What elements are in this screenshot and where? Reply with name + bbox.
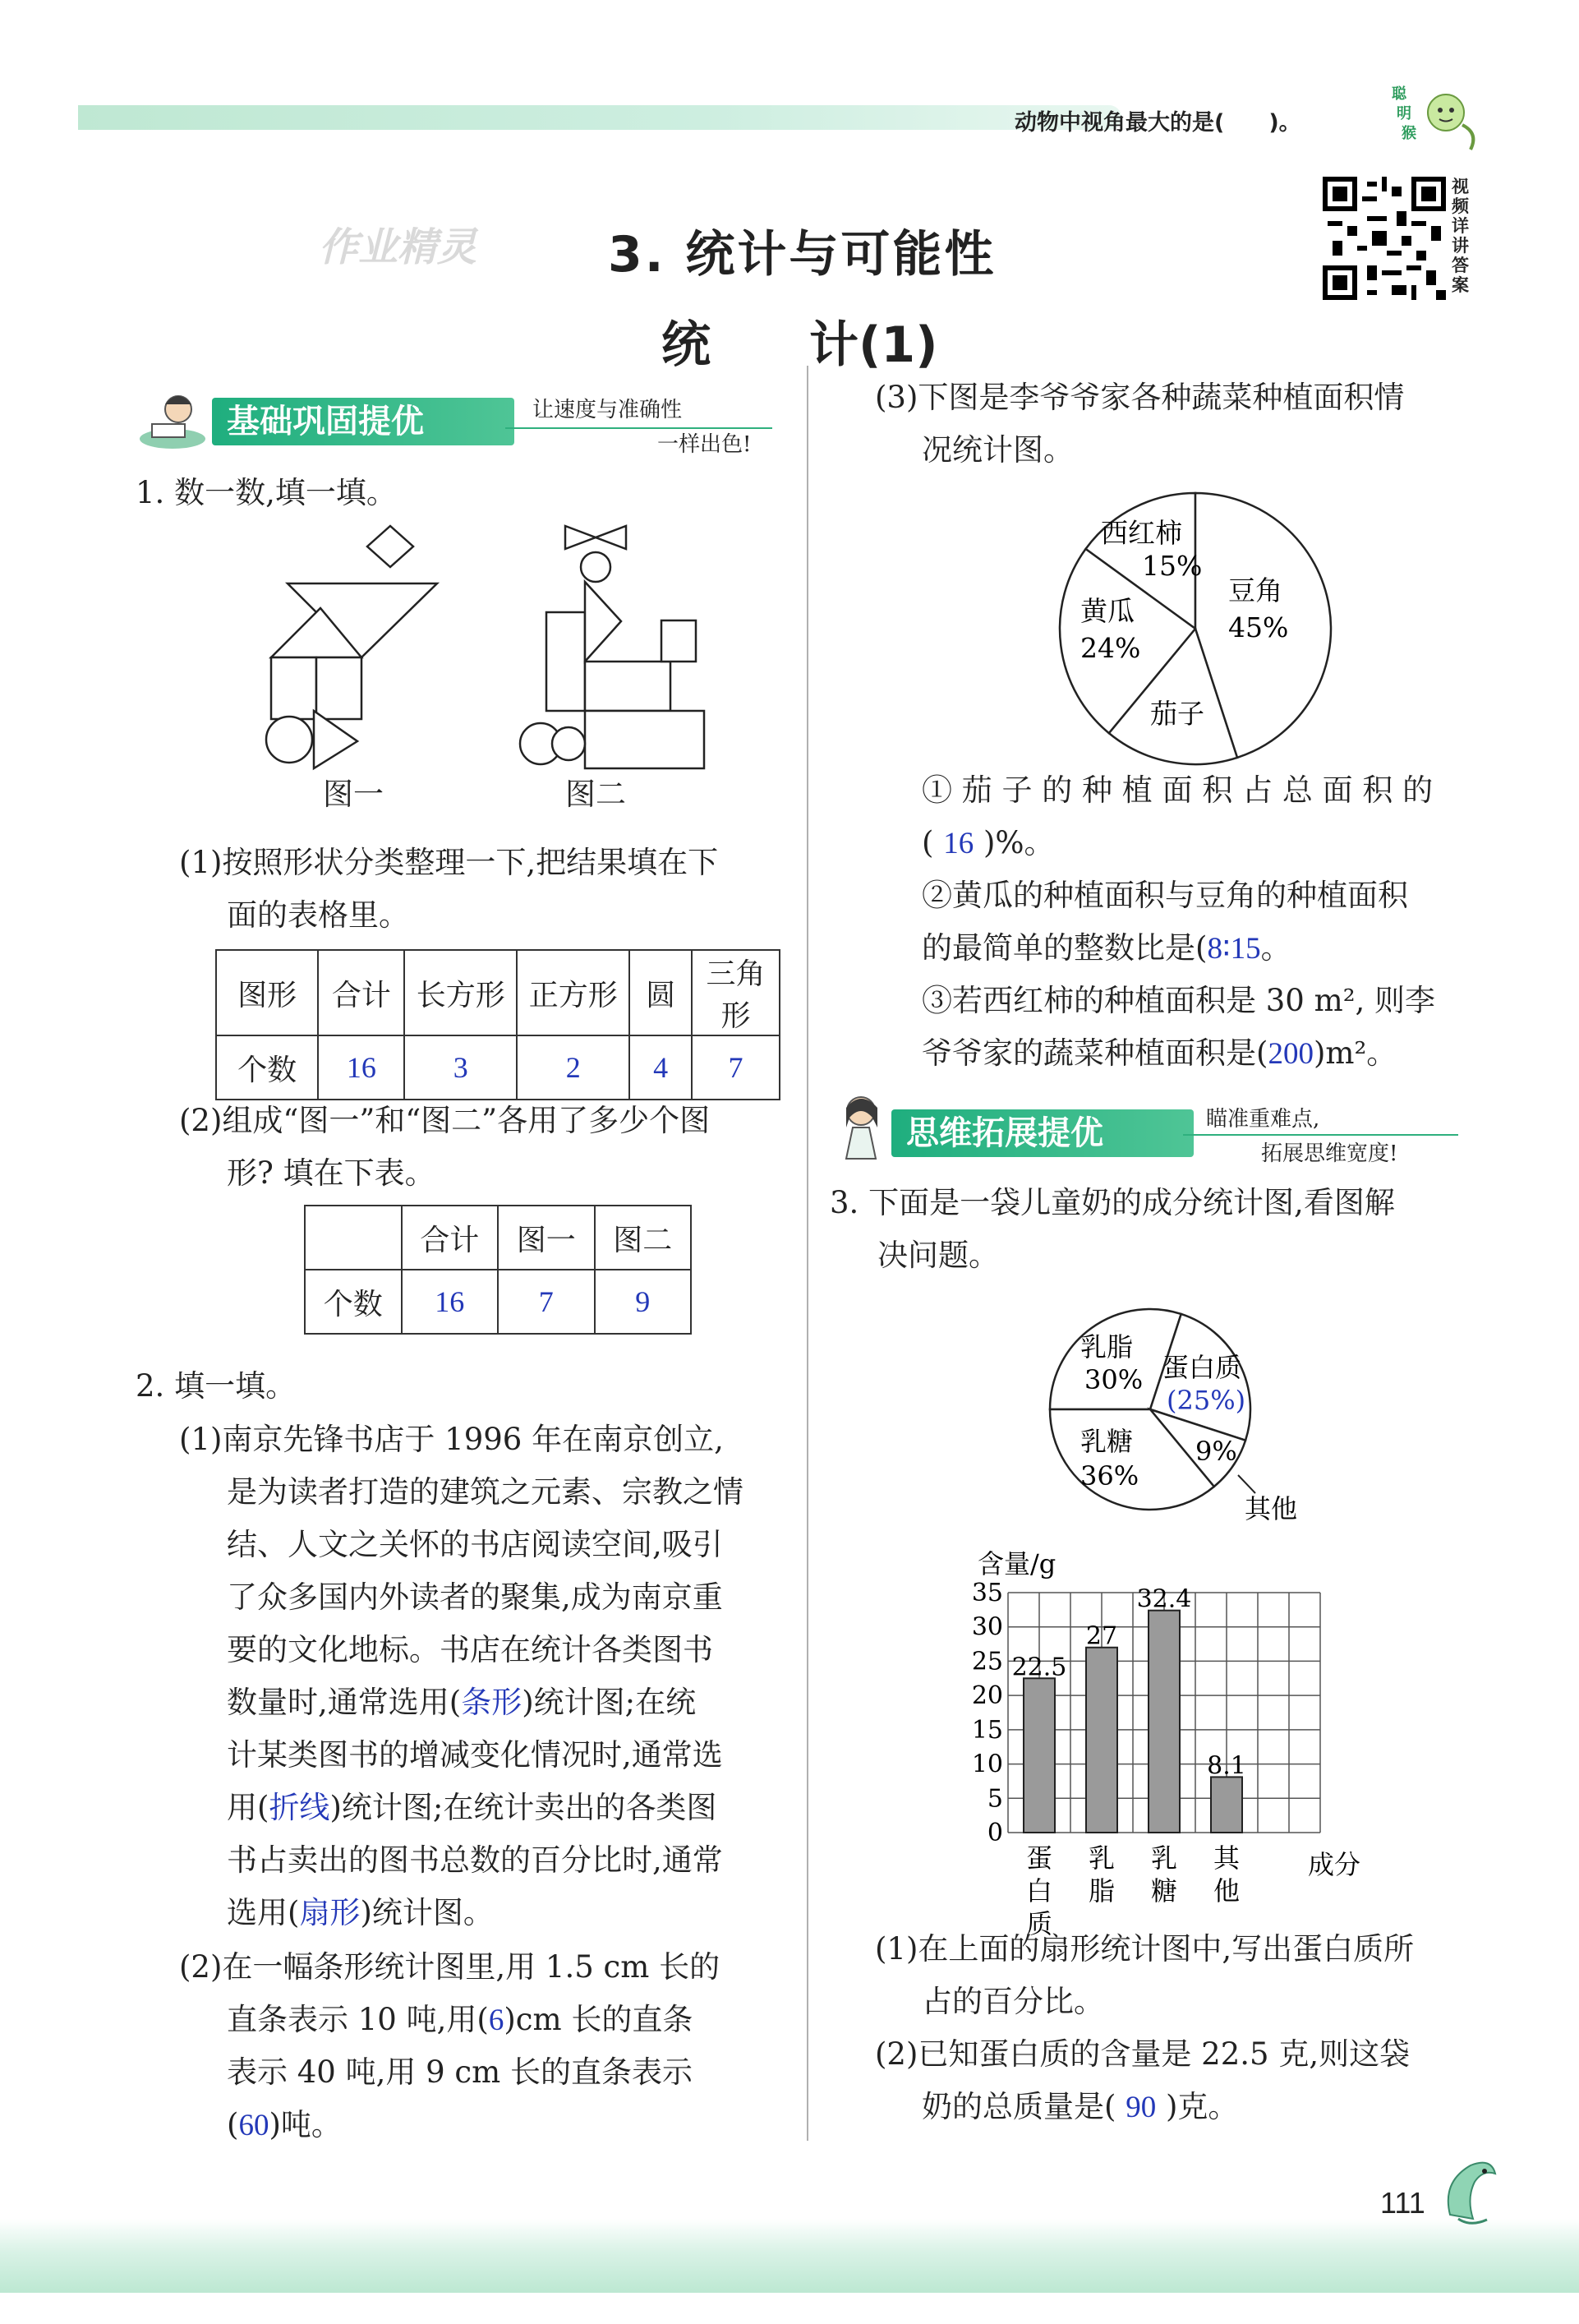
table-row-label: 个数: [305, 1270, 402, 1334]
mascot-char-2: 明: [1397, 105, 1411, 122]
text-span: )统计图;在统: [522, 1685, 697, 1720]
bar-value-label: 8.1: [1207, 1751, 1246, 1781]
vegetable-pie-chart: [1052, 485, 1364, 772]
x-category-label: 白: [1025, 1875, 1053, 1907]
bar-x-axis-label: 成分: [1308, 1849, 1361, 1880]
table-header: 图一: [498, 1206, 595, 1270]
figure-one: [266, 526, 437, 768]
table-header: 合计: [318, 950, 404, 1035]
table-row: [305, 1206, 691, 1270]
y-tick-label: 35: [971, 1579, 1003, 1607]
answer-cell[interactable]: 3: [404, 1035, 517, 1100]
answer-blank[interactable]: 90: [1126, 2091, 1157, 2124]
q2-p1-line7: 计某类图书的增减变化情况时,通常选: [227, 1737, 723, 1773]
pie-slice-label: 豆角: [1228, 574, 1282, 606]
q1-p1-line2: 面的表格里。: [227, 897, 409, 933]
x-category-label: 乳: [1150, 1842, 1178, 1874]
answer-cell[interactable]: 4: [629, 1035, 692, 1100]
q1-p1-line1: (1)按照形状分类整理一下,把结果填在下: [179, 845, 719, 880]
section-tag-line1: 让速度与准确性: [532, 398, 683, 422]
q2-p1-line8: [227, 1782, 716, 1835]
q2-p1-line4: 了众多国内外读者的聚集,成为南京重: [227, 1579, 723, 1615]
text-span: )cm 长的直条: [504, 2002, 693, 2037]
qr-label-char: 讲: [1452, 236, 1469, 256]
tangram-figures: [255, 526, 748, 781]
bar: [1211, 1777, 1242, 1833]
answer-blank[interactable]: 60: [238, 2109, 269, 2142]
pie-slice-label: 乳脂: [1080, 1331, 1134, 1363]
pie-slice-percent: (25%): [1167, 1385, 1246, 1416]
q2-p2-line2: [227, 1994, 693, 2047]
answer-cell[interactable]: 7: [692, 1035, 780, 1100]
q2-s3-line1: ③若西红柿的种植面积是 30 m², 则李: [922, 983, 1436, 1018]
watermark-logo: 作业精灵: [319, 224, 477, 270]
text-span: 数量时,通常选用(: [227, 1685, 462, 1720]
q2-s1-line2: [922, 817, 1055, 870]
text-span: 选用(: [227, 1895, 300, 1930]
answer-cell[interactable]: 9: [595, 1270, 692, 1334]
answer-cell[interactable]: 2: [517, 1035, 629, 1100]
q2-p1-line2: 是为读者打造的建筑之元素、宗教之情: [227, 1474, 743, 1510]
figure-two: [520, 526, 704, 768]
q2-p1-line6: [227, 1676, 696, 1730]
answer-cell[interactable]: 16: [318, 1035, 404, 1100]
text-span: )统计图;在统计卖出的各类图: [329, 1790, 717, 1825]
answer-cell[interactable]: 7: [498, 1270, 595, 1334]
q3-p1-line2: 占的百分比。: [922, 1984, 1104, 2019]
q2-s3-line2: [922, 1027, 1397, 1081]
text-span: )吨。: [269, 2107, 342, 2142]
section-subtitle: [661, 306, 938, 376]
y-tick-label: 20: [971, 1681, 1003, 1711]
qr-label: [1452, 177, 1475, 295]
monkey-mascot-icon: [1388, 76, 1487, 158]
text-span: 。: [1260, 930, 1291, 966]
q2-s1-line1: ① 茄 子 的 种 植 面 积 占 总 面 积 的: [922, 772, 1434, 808]
q2-p2-line4: [227, 2099, 342, 2152]
x-category-label: 脂: [1088, 1875, 1116, 1907]
y-tick-label: 30: [971, 1612, 1003, 1642]
q2-p1-line5: 要的文化地标。书店在统计各类图书: [227, 1632, 713, 1667]
table-row: [305, 1270, 691, 1334]
boy-reading-icon: [136, 388, 214, 454]
leader-line: [1238, 1475, 1255, 1493]
text-span: 奶的总质量是(: [922, 2089, 1116, 2124]
qr-code-icon[interactable]: [1323, 177, 1446, 300]
answer-blank[interactable]: 200: [1268, 1037, 1314, 1071]
subtitle-part-a: 统: [661, 316, 711, 374]
header-question: 动物中视角最大的是( )。: [1015, 110, 1301, 136]
y-tick-label: 15: [971, 1715, 1003, 1745]
table-header: 三角形: [692, 950, 780, 1035]
pie-slice-label: 茄子: [1150, 698, 1204, 730]
pie-slice-label: 西红柿: [1101, 517, 1182, 549]
text-span: 用(: [227, 1790, 269, 1825]
mascot-char-1: 聪: [1392, 85, 1406, 103]
q2-p1-line10: [227, 1887, 494, 1940]
table-header: 图形: [216, 950, 318, 1035]
y-tick-label: 10: [971, 1750, 1003, 1779]
q2-p1-line3: 结、人文之关怀的书店阅读空间,吸引: [227, 1527, 723, 1562]
pie-slice-percent: 9%: [1195, 1436, 1237, 1467]
section-tag-line2: 一样出色!: [657, 432, 752, 457]
x-category-label: 乳: [1088, 1842, 1116, 1874]
y-tick-label: 0: [987, 1819, 1003, 1847]
qr-label-char: 详: [1452, 216, 1469, 236]
bar-value-label: 32.4: [1136, 1584, 1192, 1614]
q2-s2-line2: [922, 922, 1291, 975]
fig2-label: 图二: [565, 777, 626, 812]
banner-underline: [1183, 1134, 1458, 1136]
text-span: )克。: [1165, 2089, 1239, 2124]
figure-count-table: [304, 1205, 692, 1335]
section-tag-line1: 瞄准重难点,: [1206, 1107, 1320, 1132]
pie-slice-label: 蛋白质: [1162, 1352, 1242, 1383]
table-row: [216, 950, 780, 1035]
table-row-label: 个数: [216, 1035, 318, 1100]
q2-p2-line3: 表示 40 吨,用 9 cm 长的直条表示: [227, 2054, 693, 2090]
page-number: 111: [1380, 2186, 1425, 2220]
pie-slice-label: 黄瓜: [1080, 595, 1135, 627]
answer-blank[interactable]: 16: [943, 827, 974, 860]
section-banner-basic: 基础巩固提优: [212, 398, 514, 445]
chapter-title: 3. 统计与可能性: [608, 226, 997, 284]
qr-label-char: 视: [1452, 177, 1469, 196]
q2-p2-line1: (2)在一幅条形统计图里,用 1.5 cm 长的: [179, 1949, 720, 1985]
subtitle-part-b: 计(1): [809, 316, 938, 374]
bar-value-label: 22.5: [1011, 1653, 1067, 1682]
text-span: (: [922, 825, 934, 860]
pie-outside-label: 其他: [1245, 1493, 1298, 1524]
q2-p1-line9: 书占卖出的图书总数的百分比时,通常: [227, 1842, 723, 1878]
q3-p2-line1: (2)已知蛋白质的含量是 22.5 克,则这袋: [875, 2036, 1411, 2072]
q3-p2-line2: [922, 2081, 1238, 2134]
table-header: 圆: [629, 950, 692, 1035]
qr-label-char: 答: [1452, 256, 1469, 275]
table-header: 长方形: [404, 950, 517, 1035]
answer-blank[interactable]: 扇形: [299, 1897, 361, 1930]
x-category-label: 蛋: [1025, 1842, 1053, 1874]
q1-text: 1. 数一数,填一填。: [136, 475, 397, 510]
q3-line2: 决问题。: [877, 1238, 999, 1273]
q1-p2-line1: (2)组成“图一”和“图二”各用了多少个图: [179, 1103, 711, 1138]
fig1-label: 图一: [323, 777, 384, 812]
q2-p1-line1: (1)南京先锋书店于 1996 年在南京创立,: [179, 1422, 724, 1457]
answer-blank[interactable]: 6: [488, 2004, 504, 2037]
q3-line1: 3. 下面是一袋儿童奶的成分统计图,看图解: [830, 1185, 1395, 1220]
bar: [1086, 1648, 1117, 1833]
section-banner-extension: 思维拓展提优: [891, 1109, 1194, 1157]
qr-label-char: 频: [1452, 196, 1469, 216]
bar: [1149, 1611, 1180, 1833]
table-header: 图二: [595, 1206, 692, 1270]
text-span: 爷爷家的蔬菜种植面积是(: [922, 1035, 1268, 1071]
qr-label-char: 案: [1452, 275, 1469, 295]
q1-p2-line2: 形? 填在下表。: [227, 1155, 435, 1191]
text-span: 直条表示 10 吨,用(: [227, 2002, 489, 2037]
q2-s2-line1: ②黄瓜的种植面积与豆角的种植面积: [922, 878, 1408, 913]
x-category-label: 糖: [1150, 1875, 1178, 1907]
table-row: [216, 1035, 780, 1100]
mascot-char-3: 猴: [1402, 125, 1416, 142]
pie-slice-percent: 45%: [1228, 611, 1289, 643]
answer-blank[interactable]: 8∶15: [1207, 932, 1261, 966]
section-tag-line2: 拓展思维宽度!: [1261, 1141, 1398, 1166]
text-span: 的最简单的整数比是(: [922, 930, 1208, 966]
table-header: 正方形: [517, 950, 629, 1035]
answer-blank[interactable]: 折线: [269, 1791, 330, 1825]
bar: [1024, 1678, 1055, 1833]
milk-composition-pie-chart: [1023, 1303, 1327, 1541]
milk-composition-bar-chart: [945, 1543, 1413, 1939]
bar-y-axis-label: 含量/g: [978, 1548, 1057, 1579]
q2-text: 2. 填一填。: [136, 1368, 297, 1404]
pie-slice-percent: 24%: [1080, 632, 1141, 664]
q2-p3-line2: 况统计图。: [922, 432, 1074, 468]
footer-band: [0, 2219, 1579, 2293]
y-tick-label: 25: [971, 1647, 1003, 1676]
text-span: (: [227, 2107, 239, 2142]
x-category-label: 其: [1213, 1842, 1241, 1874]
text-span: )统计图。: [360, 1895, 494, 1930]
x-category-label: 他: [1213, 1875, 1241, 1907]
table-header: 合计: [402, 1206, 499, 1270]
y-tick-label: 5: [987, 1784, 1003, 1814]
bar-value-label: 27: [1085, 1621, 1118, 1651]
x-category-label: 质: [1025, 1908, 1053, 1939]
column-divider: [807, 366, 808, 2141]
text-span: )%。: [983, 825, 1055, 860]
pie-slice-percent: 36%: [1080, 1460, 1139, 1492]
q3-p1-line1: (1)在上面的扇形统计图中,写出蛋白质所: [875, 1931, 1415, 1967]
q2-p3-line1: (3)下图是李爷爷家各种蔬菜种植面积情: [875, 380, 1405, 415]
pie-slice-label: 乳糖: [1080, 1426, 1134, 1457]
banner-underline: [505, 427, 772, 429]
pie-slice-percent: 15%: [1142, 550, 1203, 582]
shape-count-table: [215, 949, 780, 1100]
girl-thinking-icon: [830, 1086, 895, 1160]
dolphin-icon: [1434, 2149, 1508, 2231]
answer-cell[interactable]: 16: [402, 1270, 499, 1334]
table-header: [305, 1206, 402, 1270]
text-span: )m²。: [1313, 1035, 1397, 1071]
pie-slice-percent: 30%: [1084, 1364, 1144, 1395]
header-band: [78, 105, 1121, 130]
answer-blank[interactable]: 条形: [461, 1686, 522, 1720]
